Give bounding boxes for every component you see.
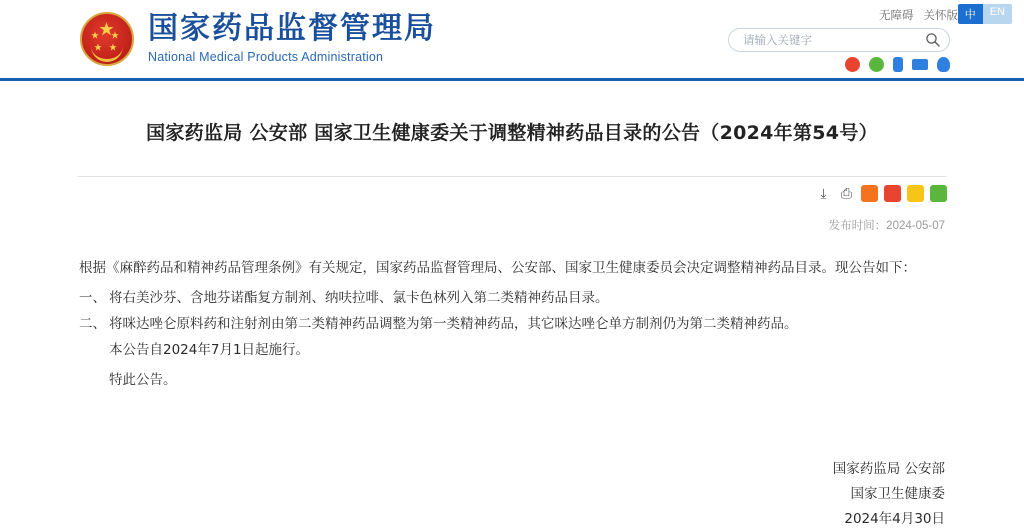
article-paragraph: 本公告自2024年7月1日起施行。 [109, 342, 310, 358]
site-header [0, 0, 1024, 81]
article-item-number: 二、 [79, 316, 106, 332]
article-signature [77, 457, 947, 532]
header-icon-row [845, 57, 950, 72]
article-container [77, 81, 947, 532]
brand-title-cn: 国家药品监督管理局 [148, 11, 436, 46]
signature-line: 国家药监局 公安部 [832, 461, 945, 477]
care-version-link[interactable]: 关怀版 [923, 10, 958, 22]
article-paragraph: 根据《麻醉药品和精神药品管理条例》有关规定，国家药品监督管理局、公安部、国家卫生健康委员会决定调整精神药品目录。现公告如下： [79, 260, 916, 276]
user-icon[interactable] [937, 57, 950, 72]
page-title: 国家药监局 公安部 国家卫生健康委关于调整精神药品目录的公告（2024年第54号） [146, 122, 878, 144]
search-icon[interactable] [925, 32, 941, 48]
print-icon[interactable]: ⎙ [840, 185, 853, 201]
article-numbered-item [79, 285, 945, 311]
site-brand[interactable] [148, 11, 436, 64]
signature-date: 2024年4月30日 [844, 511, 945, 527]
article-item-text: 将右美沙芬、含地芬诺酯复方制剂、纳呋拉啡、氯卡色林列入第二类精神药品目录。 [109, 290, 609, 306]
lang-chinese-option[interactable]: 中 [958, 4, 983, 24]
emblem-star-small: ★ [109, 43, 117, 52]
emblem-star-small: ★ [111, 31, 119, 40]
title-divider [77, 176, 947, 177]
publish-date-value: 2024-05-07 [886, 220, 945, 232]
article-item-text: 将咪达唑仑原料药和注射剂由第二类精神药品调整为第一类精神药品，其它咪达唑仑单方制剂仍为第二类精神药品。 [109, 316, 798, 332]
language-toggle[interactable] [958, 4, 1012, 24]
share-orange-icon[interactable] [861, 185, 878, 202]
article-item-number: 一、 [79, 290, 106, 306]
wechat-icon[interactable] [869, 57, 884, 72]
national-emblem-icon [78, 10, 136, 68]
share-red-icon[interactable] [884, 185, 901, 202]
accessibility-link[interactable]: 无障碍 [879, 10, 914, 22]
weibo-icon[interactable] [845, 57, 860, 72]
lang-english-option[interactable]: EN [983, 4, 1012, 24]
emblem-star-small: ★ [91, 31, 99, 40]
main-content [0, 81, 1024, 532]
article-numbered-item [79, 311, 945, 337]
article-body [77, 255, 947, 393]
wechat-share-icon[interactable] [930, 185, 947, 202]
mail-icon[interactable] [912, 59, 928, 70]
brand-title-en: National Medical Products Administration [148, 50, 384, 64]
publish-date-label: 发布时间： [828, 220, 887, 232]
search-box[interactable] [728, 28, 950, 52]
mobile-icon[interactable] [893, 57, 903, 72]
publish-date [77, 217, 947, 233]
header-top-links [879, 7, 958, 23]
favorite-star-icon[interactable] [907, 185, 924, 202]
emblem-star-small: ★ [94, 43, 102, 52]
article-paragraph: 特此公告。 [109, 372, 177, 388]
article-toolbar [77, 185, 947, 207]
search-input[interactable] [741, 29, 920, 53]
download-icon[interactable]: ⤓ [820, 185, 827, 201]
emblem-star-large: ★ [99, 21, 115, 38]
signature-line: 国家卫生健康委 [850, 486, 945, 502]
